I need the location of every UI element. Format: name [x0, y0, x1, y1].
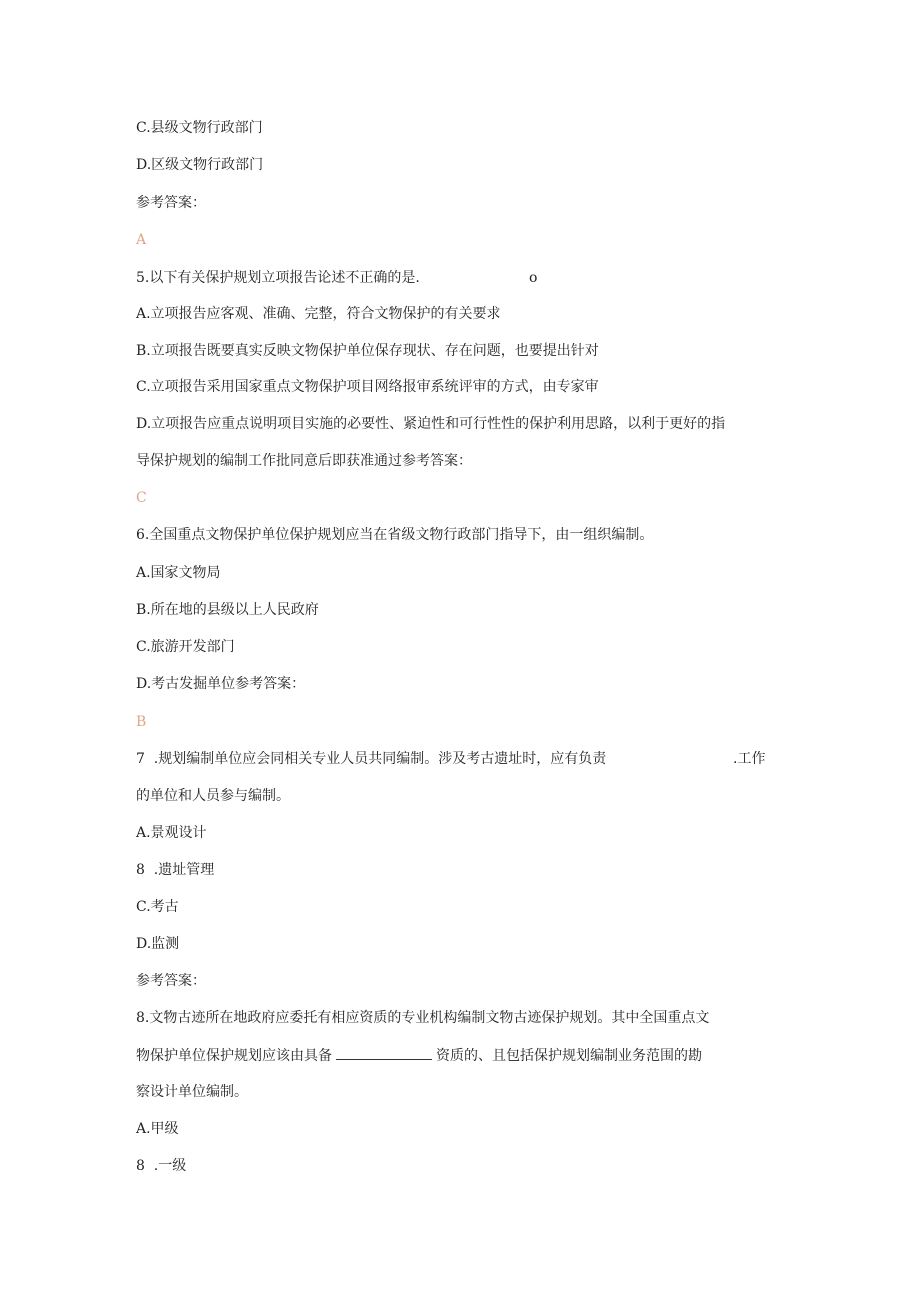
- question-6-option-c: C.旅游开发部门: [136, 639, 235, 655]
- question-7-option-a: A.景观设计: [136, 825, 207, 841]
- question-6-option-b: B.所在地的县级以上人民政府: [136, 602, 319, 618]
- question-8-cont: [136, 1045, 702, 1066]
- question-7-option-d: D.监测: [136, 936, 180, 952]
- question-5-option-d: D.立项报告应重点说明项目实施的必要性、紧迫性和可行性性的保护利用思路，以利于更好的指: [136, 416, 726, 432]
- question-8-cont-text: 物保护单位保护规划应该由具备: [136, 1048, 332, 1064]
- question-5-option-b: B.立项报告既要真实反映文物保护单位保存现状、存在问题，也要提出针对: [136, 343, 599, 359]
- question-8-cont-2: 察设计单位编制。: [136, 1084, 248, 1100]
- answer-label: 参考答案：: [136, 195, 206, 211]
- question-5-option-a: A.立项报告应客观、准确、完整，符合文物保护的有关要求: [136, 306, 501, 322]
- question-8-option-a: A.甲级: [136, 1121, 179, 1137]
- fill-in-blank: [336, 1045, 432, 1060]
- answer-value: A: [136, 232, 147, 248]
- question-6-option-a: A.国家文物局: [136, 565, 221, 581]
- question-7-option-c: C.考古: [136, 899, 179, 915]
- question-8-option-b: 8 .一级: [136, 1158, 187, 1174]
- option-d-district: D.区级文物行政部门: [136, 157, 264, 173]
- question-5-option-c: C.立项报告采用国家重点文物保护项目网络报审系统评审的方式，由专家审: [136, 379, 599, 395]
- question-6: 6.全国重点文物保护单位保护规划应当在省级文物行政部门指导下，由一组织编制。: [136, 527, 654, 543]
- question-5: [136, 268, 420, 288]
- question-6-option-d: D.考古发掘单位参考答案：: [136, 676, 306, 692]
- question-5-option-d-cont: 导保护规划的编制工作批同意后即获准通过参考答案：: [136, 453, 472, 469]
- question-5-tail: o: [529, 270, 538, 286]
- question-7-tail: .工作: [733, 751, 766, 767]
- answer-value: C: [136, 490, 147, 506]
- question-7-cont: 的单位和人员参与编制。: [136, 788, 290, 804]
- answer-label: 参考答案：: [136, 973, 206, 989]
- question-5-text: 5.以下有关保护规划立项报告论述不正确的是.: [136, 270, 420, 286]
- question-7-option-b: 8 .遗址管理: [136, 862, 215, 878]
- option-c-county: C.县级文物行政部门: [136, 120, 263, 136]
- question-7: 7 .规划编制单位应会同相关专业人员共同编制。涉及考古遗址时，应有负责: [136, 751, 607, 767]
- question-8: 8.文物古迹所在地政府应委托有相应资质的专业机构编制文物古迹保护规划。其中全国重点文: [136, 1010, 710, 1026]
- answer-value: B: [136, 714, 147, 730]
- question-8-cont-text-2: 资质的、且包括保护规划编制业务范围的勘: [436, 1048, 702, 1064]
